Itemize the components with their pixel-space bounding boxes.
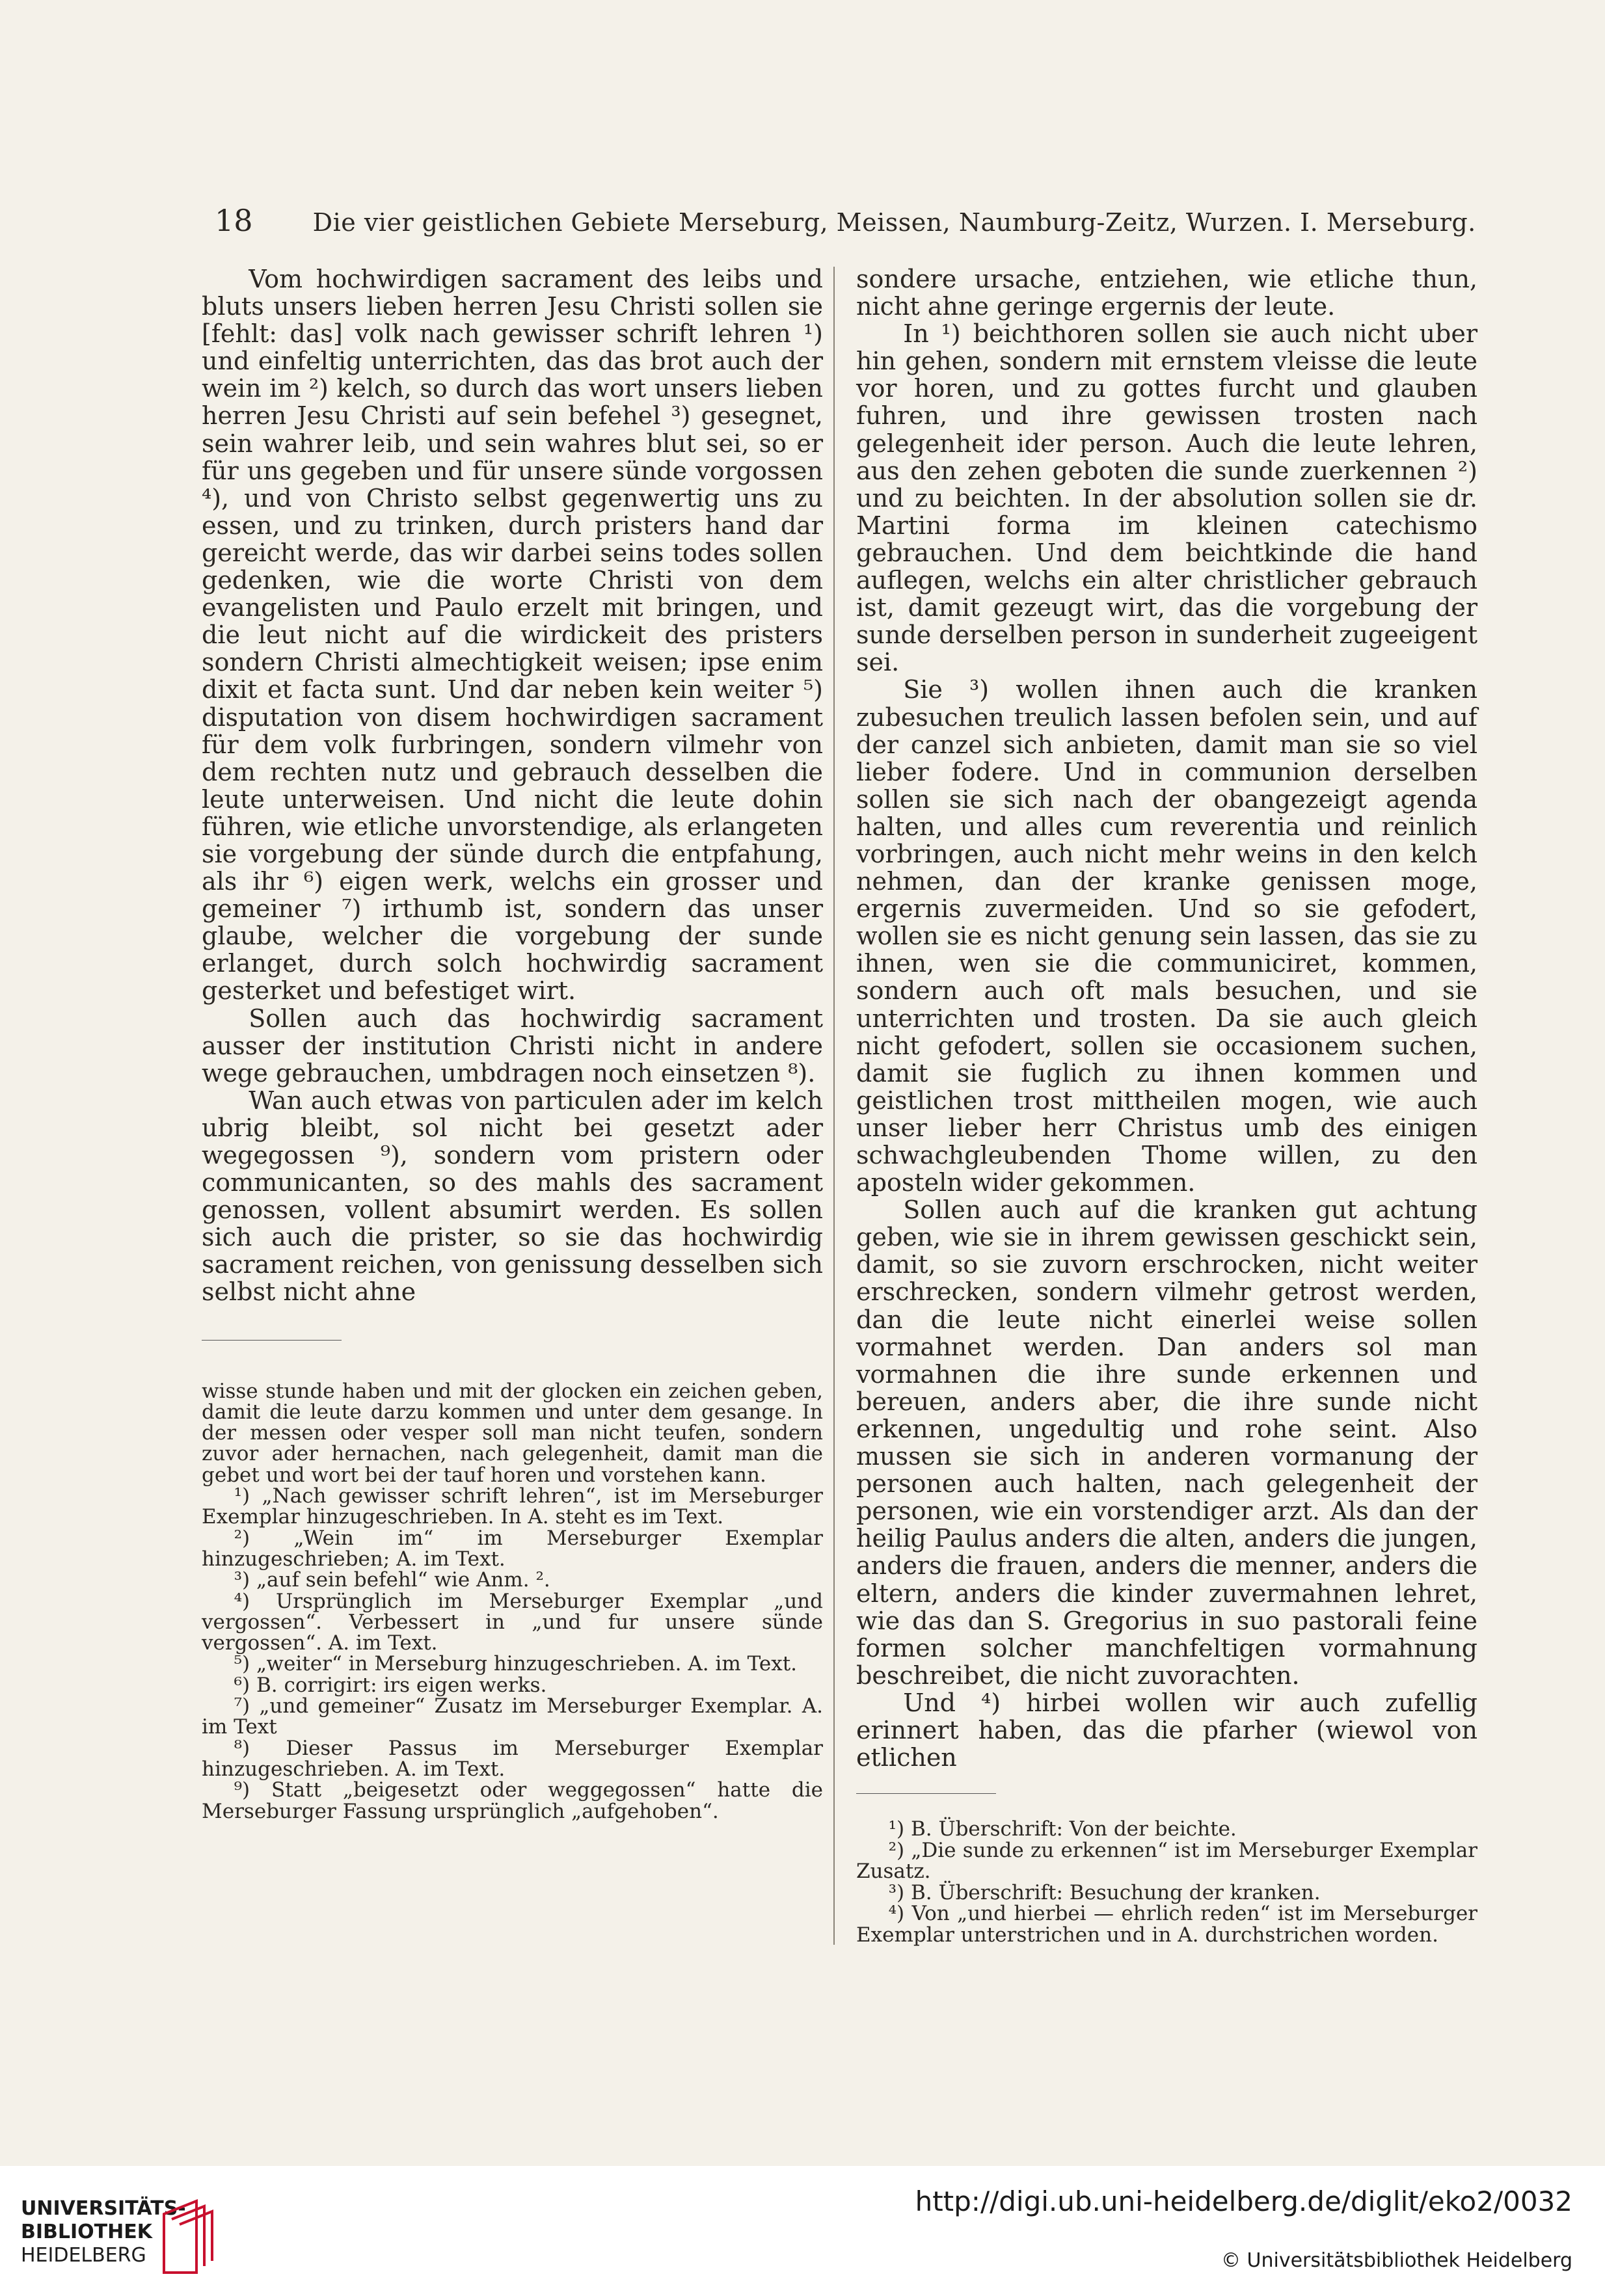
library-footer (0, 2166, 1605, 2296)
column-divider (833, 267, 835, 1945)
paragraph: Sie ³) wollen ihnen auch die kranken zubesuchen treulich lassen befolen sein, und auf der canzel sich anbieten, damit man sie so viel lieber fodere. Und in communion derselben sollen sie sich nach der obangezeigt agenda halten, und alles cum reverentia und reinlich vorbringen, auch nicht mehr weins in den kelch nehmen, dan der kranke genissen moge, ergernis zuvermeiden. Und so sie gefodert, wollen sie es nicht genung sein lassen, das sie zu ihnen, wen sie die communiciret, kommen, sondern auch oft mals besuchen, und sie unterrichten und trosten. Da sie auch gleich nicht gefodert, sollen sie occasionem suchen, damit sie fuglich zu ihnen kommen und geistlichen trost mittheilen mogen, wie auch unser lieber herr Christus umb des einigen schwachgleubenden Thome willen, zu den aposteln wider gekommen. (856, 675, 1477, 1197)
logo-line: BIBLIOTHEK (21, 2221, 152, 2243)
page-number: 18 (215, 203, 253, 238)
permalink-url[interactable]: http://digi.ub.uni-heidelberg.de/diglit/eko2/0032 (915, 2185, 1572, 2217)
right-footnotes (856, 1819, 1477, 1945)
logo-line: HEIDELBERG (21, 2244, 146, 2267)
right-column (856, 265, 1477, 1945)
footnote: ³) B. Überschrift: Besuchung der kranken. (888, 1880, 1321, 1904)
left-body (202, 265, 823, 1306)
footnote: ³) „auf sein befehl“ wie Anm. ². (234, 1568, 550, 1592)
footnote: ⁸) Dieser Passus im Merseburger Exemplar hinzugeschrieben. A. im Text. (202, 1736, 823, 1781)
paragraph: Sollen auch das hochwirdig sacrament ausser der institution Christi nicht in andere wege gebrauchen, umbdragen noch einsetzen ⁸). (202, 1004, 823, 1088)
footnote: ⁶) B. corrigirt: irs eigen werks. (234, 1673, 547, 1697)
footnote: wisse stunde haben und mit der glocken ein zeichen geben, damit die leute darzu kommen und unter dem gesange. In der messen oder vesper soll man nicht teufen, sondern zuvor ader hernachen, nach gelegenheit, damit man die gebet und wort bei der tauf horen und vorstehen kann. (202, 1379, 823, 1487)
left-footnotes (202, 1381, 823, 1822)
footnote: ⁷) „und gemeiner“ Zusatz im Merseburger Exemplar. A. im Text (202, 1694, 823, 1739)
paragraph: Vom hochwirdigen sacrament des leibs und bluts unsers lieben herren Jesu Christi sollen sie [fehlt: das] volk nach gewisser schrift lehren ¹) und einfeltig unterrichten, das das brot auch der wein im ²) kelch, so durch das wort unsers lieben herren Jesu Christi auf sein befehel ³) gesegnet, sein wahrer leib, und sein wahres blut sei, so er für uns gegeben und für unsere sünde vorgossen ⁴), und von Christo selbst gegenwertig uns zu essen, und zu trinken, durch pristers hand dar gereicht werde, das wir darbei seins todes sollen gedenken, wie die worte Christi von dem evangelisten und Paulo erzelt mit bringen, und die leut nicht auf die wirdickeit des pristers sondern Christi almechtigkeit weisen; ipse enim dixit et facta sunt. Und dar neben kein weiter ⁵) disputation von disem hochwirdigen sacrament für dem volk furbringen, sondern vilmehr von dem rechten nutz und gebrauch desselben die leute unterweisen. Und nicht die leute dohin führen, wie etliche unvorstendige, als erlangeten sie vorgebung der sünde durch die entpfahung, als ihr ⁶) eigen werk, welchs ein grosser und gemeiner ⁷) irthumb ist, sondern das unser glaube, welcher die vorgebung der sunde erlanget, durch solch hochwirdig sacrament gesterket und befestiget wirt. (202, 265, 823, 1006)
footnote: ⁵) „weiter“ in Merseburg hinzugeschrieben. A. im Text. (234, 1652, 798, 1676)
copyright-notice: © Universitätsbibliothek Heidelberg (1221, 2249, 1572, 2272)
library-emblem-icon (157, 2188, 223, 2279)
footnote-divider (202, 1340, 342, 1341)
footnote: ¹) B. Überschrift: Von der beichte. (888, 1817, 1237, 1841)
running-title: Die vier geistlichen Gebiete Merseburg, Meissen, Naumburg-Zeitz, Wurzen. I. Merseburg. (312, 208, 1476, 237)
logo-line: UNIVERSITÄTS- (21, 2197, 186, 2220)
page-header (215, 203, 1476, 238)
footnote: ¹) „Nach gewisser schrift lehren“, ist im Merseburger Exemplar hinzugeschrieben. In A. steht es im Text. (202, 1484, 823, 1529)
paragraph: Sollen auch auf die kranken gut achtung geben, wie sie in ihrem gewissen geschickt sein, damit, so sie zuvorn erschrocken, nicht weiter erschrecken, sondern vilmehr getrost werden, dan die leute nicht einerlei weise sollen vormahnet werden. Dan anders sol man vormahnen die ihre sunde erkennen und bereuen, anders aber, die ihre sunde nicht erkennen, ungedultig und rohe seint. Also mussen sie sich in anderen vormanung der personen auch halten, nach gelegenheit der personen, wie ein vorstendiger arzt. Als dan der heilig Paulus anders die alten, anders die jungen, anders die frauen, anders die menner, anders die eltern, anders die kinder zuvermahnen lehret, wie das dan S. Gregorius in suo pastorali feine formen solcher manchfeltigen vormahnung beschreibet, die nicht zuvorachten. (856, 1195, 1477, 1690)
left-column (202, 265, 823, 1822)
paragraph: sondere ursache, entziehen, wie etliche thun, nicht ahne geringe ergernis der leute. (856, 265, 1477, 321)
footnote: ⁴) Ursprünglich im Merseburger Exemplar „und vergossen“. Verbessert in „und fur unsere sünde vergossen“. A. im Text. (202, 1589, 823, 1655)
footnote: ²) „Die sunde zu erkennen“ ist im Merseburger Exemplar Zusatz. (856, 1838, 1477, 1884)
footnote-divider (856, 1793, 996, 1794)
footnote: ⁹) Statt „beigesetzt oder weggegossen“ hatte die Merseburger Fassung ursprünglich „aufgehoben“. (202, 1778, 823, 1823)
footnote: ⁴) Von „und hierbei — ehrlich reden“ ist im Merseburger Exemplar unterstrichen und in A. durchstrichen worden. (856, 1902, 1477, 1947)
paragraph: Wan auch etwas von particulen ader im kelch ubrig bleibt, sol nicht bei gesetzt ader wegegossen ⁹), sondern vom pristern oder communicanten, so des mahls des sacrament genossen, vollent absumirt werden. Es sollen sich auch die prister, so sie das hochwirdig sacrament reichen, von genissung desselben sich selbst nicht ahne (202, 1086, 823, 1307)
footnote: ²) „Wein im“ im Merseburger Exemplar hinzugeschrieben; A. im Text. (202, 1526, 823, 1571)
paragraph: In ¹) beichthoren sollen sie auch nicht uber hin gehen, sondern mit ernstem vleisse die leute vor horen, und zu gottes furcht und glauben fuhren, und ihre gewissen trosten nach gelegenheit ider person. Auch die leute lehren, aus den zehen geboten die sunde zuerkennen ²) und zu beichten. In der absolution sollen sie dr. Martini forma im kleinen catechismo gebrauchen. Und dem beichtkinde die hand auflegen, welchs ein alter christlicher gebrauch ist, damit gezeugt wirt, das die vorgebung der sunde derselben person in sunderheit zugeeigent sei. (856, 319, 1477, 677)
paragraph: Und ⁴) hirbei wollen wir auch zufellig erinnert haben, das die pfarher (wiewol von etlichen (856, 1688, 1477, 1772)
right-body (856, 265, 1477, 1771)
